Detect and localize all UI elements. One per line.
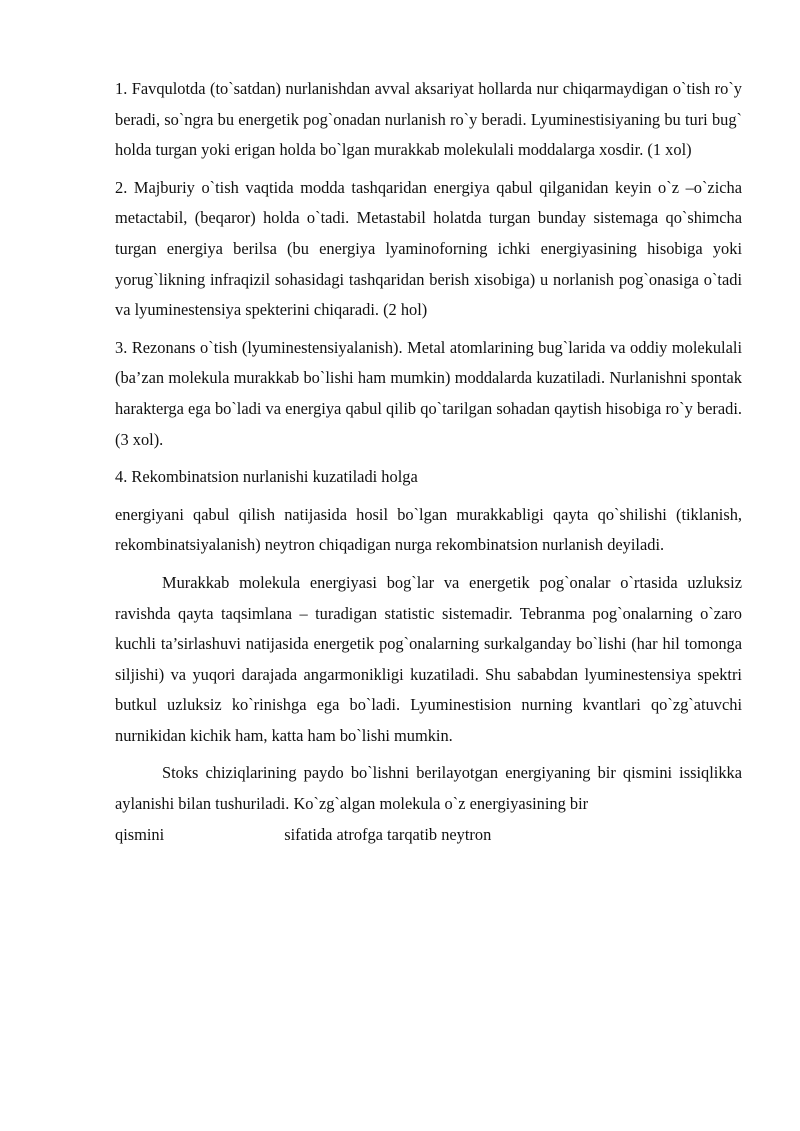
- paragraph-7-continuation: [115, 820, 742, 851]
- paragraph-6: Murakkab molekula energiyasi bog`lar va energetik pog`onalar o`rtasida uzluksiz ravishda qayta taqsimlana – turadigan statistic sistemadir. Tebranma pog`onalarning o`zaro kuchli ta’sirlashuvi natijasida energetik pog`onalarning surkalganday bo`lishi (har hil tomonga siljishi) va yuqori darajada angarmonikligi kuzatiladi. Shu sababdan lyuminestensiya spektri butkul uzluksiz ko`rinishga ega bo`ladi. Lyuminestision nurning kvantlari qo`zg`atuvchi nurnikidan kichik ham, katta ham bo`lishi mumkin.: [115, 572, 742, 745]
- paragraph-1: 1. Favqulotda (to`satdan) nurlanishdan avval aksariyat hollarda nur chiqarmaydigan o`tish ro`y beradi, so`ngra bu energetik pog`onadan nurlanish ro`y beradi. Lyuminestisiyaning bu turi bug` holda turgan yoki erigan holda bo`lgan murakkab molekulali moddalarga xosdir. (1 xol): [115, 79, 742, 160]
- document-body: [115, 74, 742, 857]
- paragraph-7: Stoks chiziqlarining paydo bo`lishni berilayotgan energiyaning bir qismini issiqlikka aylanishi bilan tushuriladi. Ko`zg`algan molekula o`z energiyasining bir: [115, 763, 742, 814]
- paragraph-3: 3. Rezonans o`tish (lyuminestensiyalanish). Metal atomlarining bug`larida va oddiy molekulali (ba’zan molekula murakkab bo`lishi ham mumkin) moddalarda kuzatiladi. Nurlanishni spontak harakterga ega bo`ladi va energiya qabul qilib qo`tarilgan sohadan qaytish hisobiga ro`y beradi. (3 xol).: [115, 337, 742, 449]
- continuation-word-1: qismini: [115, 824, 165, 844]
- continuation-phrase: sifatida atrofga tarqatib neytron: [284, 824, 492, 844]
- paragraph-2: 2. Majburiy o`tish vaqtida modda tashqaridan energiya qabul qilganidan keyin o`z –o`zicha metactabil, (beqaror) holda o`tadi. Metastabil holatda turgan bunday sistemaga qo`shimcha turgan energiya berilsa (bu energiya lyaminoforning ichki energiyasining hisobiga yoki yorug`likning infraqizil sohasidagi tashqaridan berish xisobiga) u norlanish pog`onasiga o`tadi va lyuminestensiya spekterini chiqaradi. (2 hol): [115, 177, 742, 320]
- paragraph-5: energiyani qabul qilish natijasida hosil bo`lgan murakkabligi qayta qo`shilishi (tiklanish, rekombinatsiyalanish) neytron chiqadigan nurga rekombinatsion nurlanish deyiladi.: [115, 504, 742, 555]
- paragraph-4-heading: 4. Rekombinatsion nurlanishi kuzatiladi holga: [115, 467, 418, 487]
